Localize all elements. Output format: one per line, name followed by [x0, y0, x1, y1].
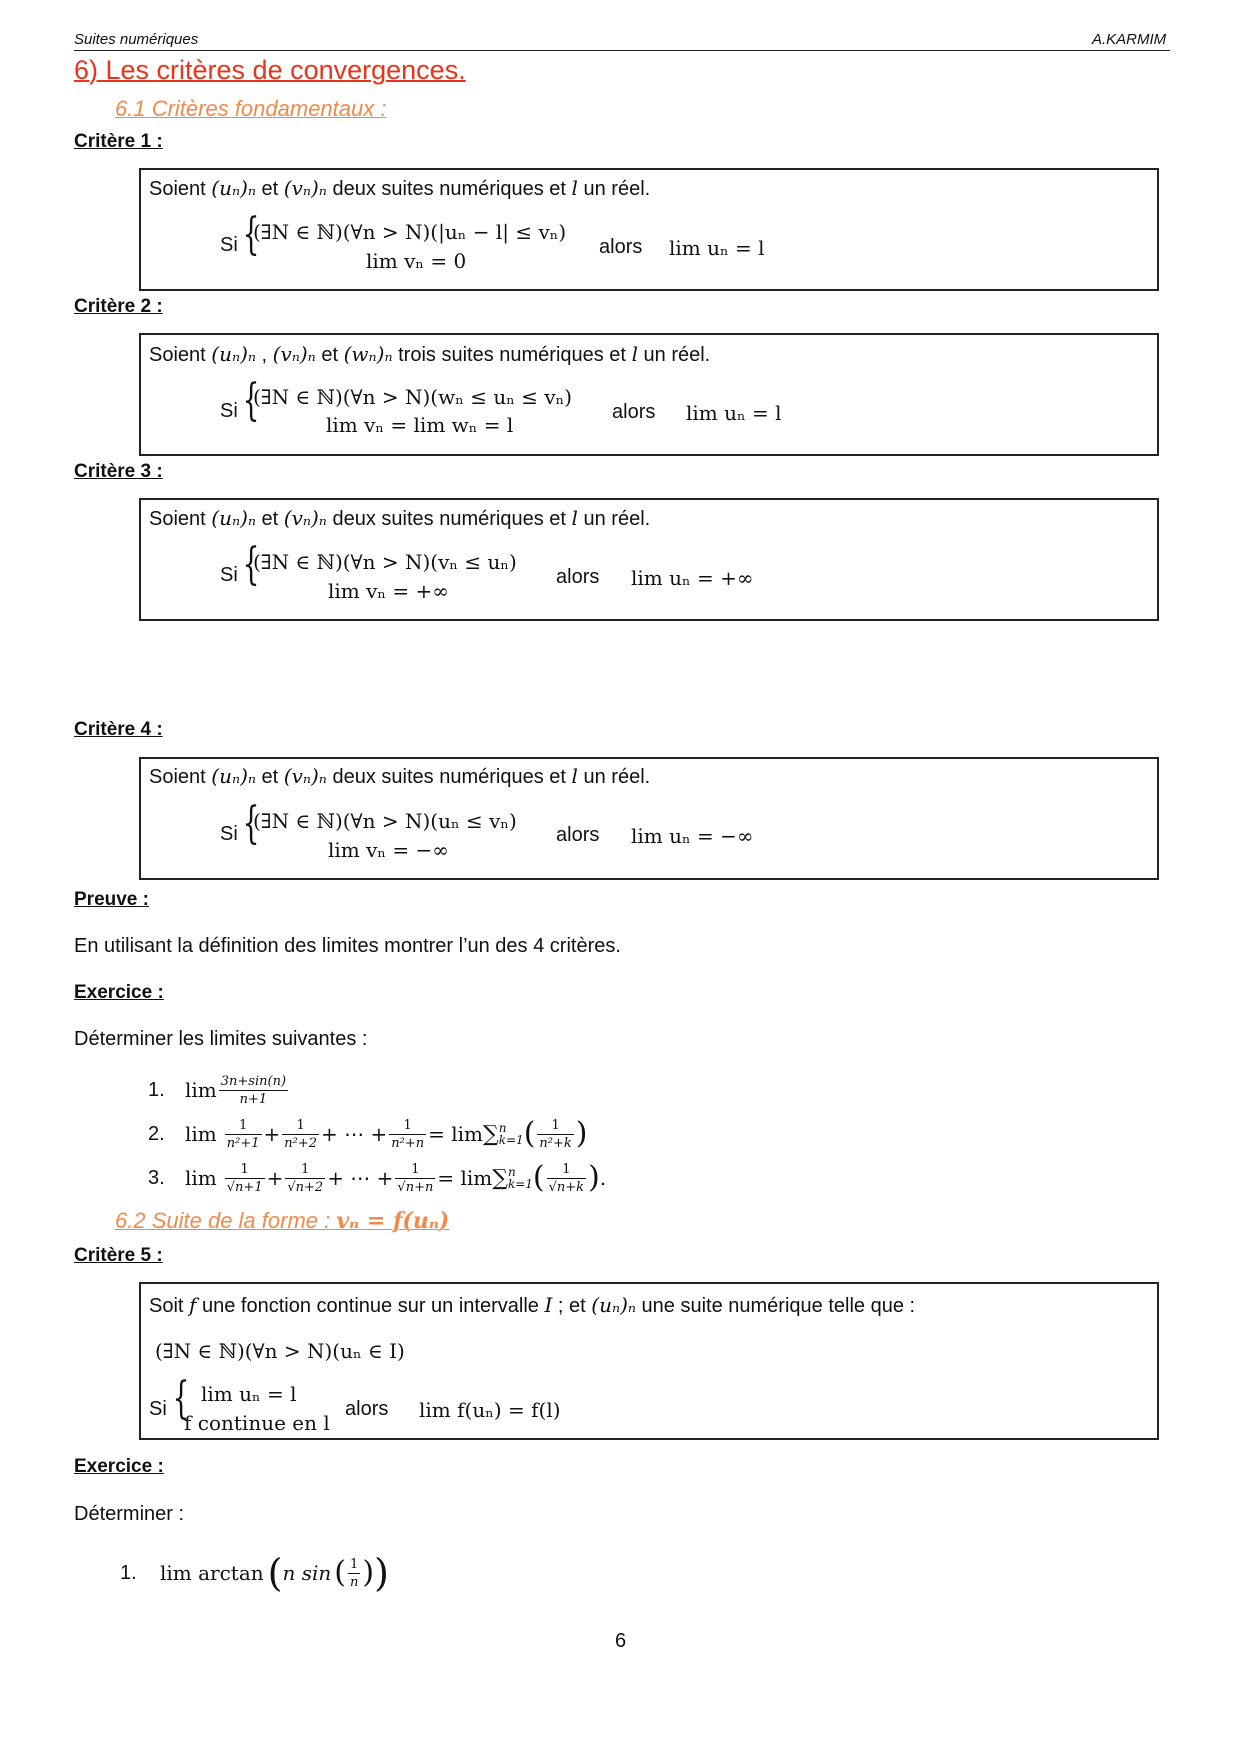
critere-2-conclusion: lim uₙ = l — [686, 401, 782, 425]
page-number: 6 — [615, 1630, 627, 1652]
exercice-1-item-3: 3. lim $\frac{1}{√n+1}$ + $\frac{1}{√n+2}$ + ⋯ + $\frac{1}{√n+n}$ = lim ∑ n k=1 ( $\frac{1}{√n+k}$ ) . — [148, 1160, 607, 1195]
critere-5-cond1: lim uₙ = l — [201, 1382, 297, 1406]
critere-3-conclusion: lim uₙ = +∞ — [631, 566, 754, 590]
critere-4-conclusion: lim uₙ = −∞ — [631, 824, 754, 848]
header-rule — [74, 50, 1170, 51]
critere-5-brace: { — [172, 1373, 190, 1424]
critere-1-label: Critère 1 : — [74, 131, 163, 152]
critere-2-intro: Soient (uₙ)ₙ , (vₙ)ₙ et (wₙ)ₙ trois suites numériques et l un réel. — [149, 342, 711, 366]
critere-4-si: Si — [220, 823, 238, 845]
critere-1-cond1: (∃N ∈ ℕ)(∀n > N)(|uₙ − l| ≤ vₙ) — [253, 220, 567, 244]
header-title: Suites numériques — [74, 31, 199, 48]
critere-3-cond1: (∃N ∈ ℕ)(∀n > N)(vₙ ≤ uₙ) — [253, 550, 517, 574]
critere-2-box — [139, 333, 1159, 456]
critere-5-box — [139, 1282, 1159, 1440]
critere-1-alors: alors — [599, 236, 643, 258]
critere-2-brace: { — [242, 375, 260, 426]
critere-4-label: Critère 4 : — [74, 719, 163, 740]
critere-3-brace: { — [242, 539, 260, 590]
critere-1-brace: { — [242, 209, 260, 260]
critere-3-si: Si — [220, 564, 238, 586]
critere-4-cond2: lim vₙ = −∞ — [328, 838, 449, 862]
exercice-1-text: Déterminer les limites suivantes : — [74, 1028, 368, 1050]
preuve-text: En utilisant la définition des limites montrer l’un des 4 critères. — [74, 935, 621, 957]
critere-3-cond2: lim vₙ = +∞ — [328, 579, 449, 603]
subsection-title-6-2: 6.2 Suite de la forme : vₙ = f(uₙ) — [115, 1208, 450, 1234]
exercice-1-label: Exercice : — [74, 982, 164, 1003]
exercice-1-item-2: 2. lim $\frac{1}{\text{n²+1}}$ + $\frac{1}{\text{n²+2}}$ + ⋯ + $\frac{1}{\text{n²+n}}$ = lim ∑ n k=1 ( $\frac{1}{\text{n²+k}}$ ) — [148, 1116, 588, 1151]
critere-5-alors: alors — [345, 1398, 389, 1420]
exercice-2-text: Déterminer : — [74, 1503, 185, 1525]
critere-2-si: Si — [220, 400, 238, 422]
exercice-2-label: Exercice : — [74, 1456, 164, 1477]
critere-2-cond1: (∃N ∈ ℕ)(∀n > N)(wₙ ≤ uₙ ≤ vₙ) — [253, 385, 573, 409]
critere-5-line1: Soit f une fonction continue sur un intervalle I ; et (uₙ)ₙ une suite numérique telle que : — [149, 1293, 916, 1317]
critere-3-intro: Soient (uₙ)ₙ et (vₙ)ₙ deux suites numériques et l un réel. — [149, 506, 651, 530]
critere-1-cond2: lim vₙ = 0 — [366, 249, 467, 273]
header-author: A.KARMIM — [1092, 31, 1167, 48]
critere-4-alors: alors — [556, 824, 600, 846]
critere-1-si: Si — [220, 234, 238, 256]
critere-1-conclusion: lim uₙ = l — [669, 236, 765, 260]
exercice-1-item-1: 1. lim $\frac{3n+\sin(n)}{n+1}$ — [148, 1073, 287, 1107]
critere-4-brace: { — [242, 798, 260, 849]
critere-2-cond2: lim vₙ = lim wₙ = l — [326, 413, 514, 437]
critere-5-line2: (∃N ∈ ℕ)(∀n > N)(uₙ ∈ I) — [155, 1339, 405, 1363]
critere-4-intro: Soient (uₙ)ₙ et (vₙ)ₙ deux suites numériques et l un réel. — [149, 764, 651, 788]
subsection-title-6-1: 6.1 Critères fondamentaux : — [115, 96, 387, 121]
exercice-2-item-1: 1. lim arctan ( n sin ( $\frac{1}{n}$ ) ) — [120, 1551, 389, 1595]
section-title: 6) Les critères de convergences. — [74, 55, 466, 85]
critere-1-intro: Soient (uₙ)ₙ et (vₙ)ₙ deux suites numériques et l un réel. — [149, 176, 651, 200]
critere-3-alors: alors — [556, 566, 600, 588]
critere-5-conclusion: lim f(uₙ) = f(l) — [419, 1398, 561, 1422]
critere-2-alors: alors — [612, 401, 656, 423]
critere-5-label: Critère 5 : — [74, 1245, 163, 1266]
critere-5-cond2: f continue en l — [184, 1411, 330, 1435]
critere-2-label: Critère 2 : — [74, 296, 163, 317]
critere-3-label: Critère 3 : — [74, 461, 163, 482]
critere-3-box — [139, 498, 1159, 621]
critere-1-box — [139, 168, 1159, 291]
critere-4-box — [139, 757, 1159, 880]
preuve-label: Preuve : — [74, 889, 149, 910]
critere-5-si: Si — [149, 1398, 167, 1420]
critere-4-cond1: (∃N ∈ ℕ)(∀n > N)(uₙ ≤ vₙ) — [253, 809, 517, 833]
